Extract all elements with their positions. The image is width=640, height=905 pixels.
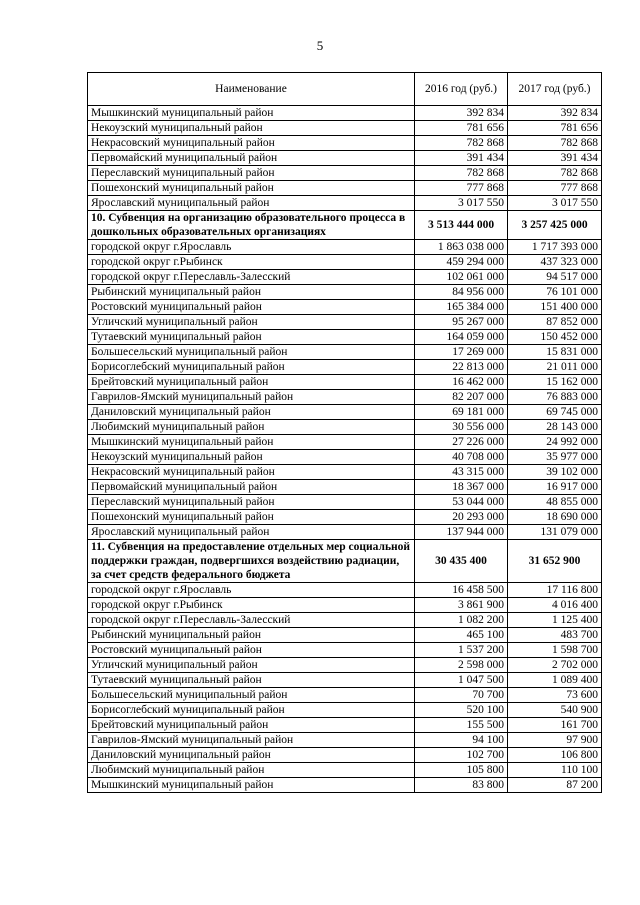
row-name-cell: Первомайский муниципальный район bbox=[88, 480, 415, 495]
table-row bbox=[88, 688, 602, 703]
row-name-cell: Некоузский муниципальный район bbox=[88, 450, 415, 465]
row-value-2017: 483 700 bbox=[508, 628, 602, 643]
row-value-2016: 18 367 000 bbox=[415, 480, 508, 495]
row-name-cell: Некрасовский муниципальный район bbox=[88, 136, 415, 151]
row-name-cell: Гаврилов-Ямский муниципальный район bbox=[88, 390, 415, 405]
table-row bbox=[88, 525, 602, 540]
row-name-cell: Ростовский муниципальный район bbox=[88, 643, 415, 658]
row-name-cell: Большесельский муниципальный район bbox=[88, 345, 415, 360]
row-value-2016: 3 513 444 000 bbox=[415, 211, 508, 240]
row-name-cell: 11. Субвенция на предоставление отдельных мер социальной поддержки граждан, подвергшихся воздействию радиации, за счет средств федерального бюджета bbox=[88, 540, 415, 583]
table-row bbox=[88, 136, 602, 151]
table-row bbox=[88, 315, 602, 330]
row-name-cell: Брейтовский муниципальный район bbox=[88, 718, 415, 733]
table-row bbox=[88, 450, 602, 465]
table-row bbox=[88, 718, 602, 733]
row-value-2017: 3 017 550 bbox=[508, 196, 602, 211]
row-value-2017: 76 101 000 bbox=[508, 285, 602, 300]
row-value-2016: 22 813 000 bbox=[415, 360, 508, 375]
row-value-2016: 1 863 038 000 bbox=[415, 240, 508, 255]
row-value-2017: 2 702 000 bbox=[508, 658, 602, 673]
table-row bbox=[88, 510, 602, 525]
row-name-cell: Некоузский муниципальный район bbox=[88, 121, 415, 136]
table-row bbox=[88, 255, 602, 270]
row-value-2016: 20 293 000 bbox=[415, 510, 508, 525]
row-value-2016: 30 435 400 bbox=[415, 540, 508, 583]
table-row bbox=[88, 106, 602, 121]
row-value-2016: 1 047 500 bbox=[415, 673, 508, 688]
row-name-cell: Гаврилов-Ямский муниципальный район bbox=[88, 733, 415, 748]
table-row bbox=[88, 151, 602, 166]
table-row bbox=[88, 583, 602, 598]
row-name-cell: городской округ г.Ярославль bbox=[88, 240, 415, 255]
row-value-2017: 540 900 bbox=[508, 703, 602, 718]
table-row bbox=[88, 196, 602, 211]
table-row bbox=[88, 778, 602, 793]
header-2017: 2017 год (руб.) bbox=[508, 73, 602, 106]
row-value-2016: 520 100 bbox=[415, 703, 508, 718]
table-row bbox=[88, 345, 602, 360]
table-row bbox=[88, 166, 602, 181]
row-name-cell: Большесельский муниципальный район bbox=[88, 688, 415, 703]
row-value-2016: 17 269 000 bbox=[415, 345, 508, 360]
row-name-cell: Угличский муниципальный район bbox=[88, 658, 415, 673]
row-value-2016: 391 434 bbox=[415, 151, 508, 166]
table-row bbox=[88, 495, 602, 510]
row-value-2017: 131 079 000 bbox=[508, 525, 602, 540]
row-value-2016: 83 800 bbox=[415, 778, 508, 793]
row-name-cell: 10. Субвенция на организацию образовательного процесса в дошкольных образовательных организациях bbox=[88, 211, 415, 240]
row-value-2016: 69 181 000 bbox=[415, 405, 508, 420]
table-row bbox=[88, 643, 602, 658]
row-name-cell: Тутаевский муниципальный район bbox=[88, 330, 415, 345]
row-name-cell: Переславский муниципальный район bbox=[88, 166, 415, 181]
table-row bbox=[88, 300, 602, 315]
row-value-2017: 17 116 800 bbox=[508, 583, 602, 598]
section-row bbox=[88, 540, 602, 583]
row-value-2016: 137 944 000 bbox=[415, 525, 508, 540]
row-name-cell: Первомайский муниципальный район bbox=[88, 151, 415, 166]
row-value-2017: 782 868 bbox=[508, 166, 602, 181]
table-row bbox=[88, 763, 602, 778]
table-row bbox=[88, 360, 602, 375]
row-value-2016: 84 956 000 bbox=[415, 285, 508, 300]
row-value-2016: 465 100 bbox=[415, 628, 508, 643]
row-name-cell: Ростовский муниципальный район bbox=[88, 300, 415, 315]
table-row bbox=[88, 673, 602, 688]
row-value-2017: 15 831 000 bbox=[508, 345, 602, 360]
row-value-2016: 102 061 000 bbox=[415, 270, 508, 285]
row-value-2017: 28 143 000 bbox=[508, 420, 602, 435]
table-row bbox=[88, 405, 602, 420]
row-name-cell: Борисоглебский муниципальный район bbox=[88, 703, 415, 718]
table-row bbox=[88, 375, 602, 390]
row-value-2017: 94 517 000 bbox=[508, 270, 602, 285]
row-name-cell: Борисоглебский муниципальный район bbox=[88, 360, 415, 375]
row-value-2016: 105 800 bbox=[415, 763, 508, 778]
table-row bbox=[88, 748, 602, 763]
row-value-2017: 73 600 bbox=[508, 688, 602, 703]
row-value-2017: 69 745 000 bbox=[508, 405, 602, 420]
row-value-2016: 102 700 bbox=[415, 748, 508, 763]
row-value-2017: 76 883 000 bbox=[508, 390, 602, 405]
table-row bbox=[88, 285, 602, 300]
row-value-2017: 87 852 000 bbox=[508, 315, 602, 330]
row-value-2017: 106 800 bbox=[508, 748, 602, 763]
row-value-2017: 782 868 bbox=[508, 136, 602, 151]
table-row bbox=[88, 121, 602, 136]
row-value-2017: 39 102 000 bbox=[508, 465, 602, 480]
row-value-2016: 781 656 bbox=[415, 121, 508, 136]
row-name-cell: Даниловский муниципальный район bbox=[88, 748, 415, 763]
row-name-cell: городской округ г.Ярославль bbox=[88, 583, 415, 598]
table-row bbox=[88, 270, 602, 285]
row-name-cell: Любимский муниципальный район bbox=[88, 763, 415, 778]
row-name-cell: Пошехонский муниципальный район bbox=[88, 181, 415, 196]
row-value-2016: 155 500 bbox=[415, 718, 508, 733]
row-value-2017: 35 977 000 bbox=[508, 450, 602, 465]
table-row bbox=[88, 733, 602, 748]
row-value-2016: 2 598 000 bbox=[415, 658, 508, 673]
table-row bbox=[88, 703, 602, 718]
header-2016: 2016 год (руб.) bbox=[415, 73, 508, 106]
row-name-cell: Переславский муниципальный район bbox=[88, 495, 415, 510]
row-value-2017: 392 834 bbox=[508, 106, 602, 121]
row-value-2016: 777 868 bbox=[415, 181, 508, 196]
row-name-cell: городской округ г.Рыбинск bbox=[88, 598, 415, 613]
row-value-2016: 782 868 bbox=[415, 136, 508, 151]
table-row bbox=[88, 598, 602, 613]
header-name: Наименование bbox=[88, 73, 415, 106]
row-value-2016: 1 537 200 bbox=[415, 643, 508, 658]
row-name-cell: Угличский муниципальный район bbox=[88, 315, 415, 330]
row-value-2016: 16 462 000 bbox=[415, 375, 508, 390]
row-value-2017: 437 323 000 bbox=[508, 255, 602, 270]
row-value-2016: 82 207 000 bbox=[415, 390, 508, 405]
row-value-2017: 1 125 400 bbox=[508, 613, 602, 628]
row-value-2017: 31 652 900 bbox=[508, 540, 602, 583]
row-value-2017: 97 900 bbox=[508, 733, 602, 748]
table-row bbox=[88, 390, 602, 405]
row-value-2017: 1 598 700 bbox=[508, 643, 602, 658]
row-value-2017: 16 917 000 bbox=[508, 480, 602, 495]
subvention-table bbox=[87, 72, 602, 793]
row-value-2016: 16 458 500 bbox=[415, 583, 508, 598]
row-name-cell: Мышкинский муниципальный район bbox=[88, 435, 415, 450]
row-value-2016: 94 100 bbox=[415, 733, 508, 748]
table-row bbox=[88, 240, 602, 255]
row-value-2017: 3 257 425 000 bbox=[508, 211, 602, 240]
row-value-2017: 1 717 393 000 bbox=[508, 240, 602, 255]
table-row bbox=[88, 420, 602, 435]
row-name-cell: Рыбинский муниципальный район bbox=[88, 285, 415, 300]
row-name-cell: Ярославский муниципальный район bbox=[88, 525, 415, 540]
row-name-cell: Пошехонский муниципальный район bbox=[88, 510, 415, 525]
row-value-2016: 1 082 200 bbox=[415, 613, 508, 628]
table-row bbox=[88, 480, 602, 495]
row-value-2017: 21 011 000 bbox=[508, 360, 602, 375]
row-value-2016: 164 059 000 bbox=[415, 330, 508, 345]
row-value-2017: 1 089 400 bbox=[508, 673, 602, 688]
row-value-2016: 43 315 000 bbox=[415, 465, 508, 480]
table-row bbox=[88, 465, 602, 480]
row-name-cell: Некрасовский муниципальный район bbox=[88, 465, 415, 480]
row-name-cell: городской округ г.Переславль-Залесский bbox=[88, 613, 415, 628]
row-value-2016: 70 700 bbox=[415, 688, 508, 703]
table-header-row bbox=[88, 73, 602, 106]
table-row bbox=[88, 658, 602, 673]
row-value-2016: 392 834 bbox=[415, 106, 508, 121]
row-name-cell: городской округ г.Переславль-Залесский bbox=[88, 270, 415, 285]
row-value-2016: 40 708 000 bbox=[415, 450, 508, 465]
row-value-2017: 48 855 000 bbox=[508, 495, 602, 510]
row-value-2017: 391 434 bbox=[508, 151, 602, 166]
row-value-2016: 30 556 000 bbox=[415, 420, 508, 435]
section-row bbox=[88, 211, 602, 240]
row-name-cell: Тутаевский муниципальный район bbox=[88, 673, 415, 688]
row-name-cell: городской округ г.Рыбинск bbox=[88, 255, 415, 270]
row-value-2017: 24 992 000 bbox=[508, 435, 602, 450]
row-name-cell: Ярославский муниципальный район bbox=[88, 196, 415, 211]
row-value-2016: 782 868 bbox=[415, 166, 508, 181]
row-value-2016: 459 294 000 bbox=[415, 255, 508, 270]
row-value-2016: 3 861 900 bbox=[415, 598, 508, 613]
table-row bbox=[88, 181, 602, 196]
row-name-cell: Мышкинский муниципальный район bbox=[88, 778, 415, 793]
row-value-2017: 15 162 000 bbox=[508, 375, 602, 390]
row-value-2017: 161 700 bbox=[508, 718, 602, 733]
row-value-2017: 781 656 bbox=[508, 121, 602, 136]
row-value-2016: 165 384 000 bbox=[415, 300, 508, 315]
row-name-cell: Рыбинский муниципальный район bbox=[88, 628, 415, 643]
row-name-cell: Мышкинский муниципальный район bbox=[88, 106, 415, 121]
row-name-cell: Любимский муниципальный район bbox=[88, 420, 415, 435]
row-value-2017: 151 400 000 bbox=[508, 300, 602, 315]
row-value-2017: 18 690 000 bbox=[508, 510, 602, 525]
row-value-2016: 27 226 000 bbox=[415, 435, 508, 450]
row-value-2017: 777 868 bbox=[508, 181, 602, 196]
row-value-2016: 95 267 000 bbox=[415, 315, 508, 330]
row-name-cell: Брейтовский муниципальный район bbox=[88, 375, 415, 390]
row-value-2017: 87 200 bbox=[508, 778, 602, 793]
table-body bbox=[88, 106, 602, 793]
row-value-2017: 4 016 400 bbox=[508, 598, 602, 613]
row-value-2017: 110 100 bbox=[508, 763, 602, 778]
table-row bbox=[88, 613, 602, 628]
row-name-cell: Даниловский муниципальный район bbox=[88, 405, 415, 420]
table-row bbox=[88, 628, 602, 643]
row-value-2016: 3 017 550 bbox=[415, 196, 508, 211]
table-row bbox=[88, 330, 602, 345]
page-number: 5 bbox=[316, 38, 324, 53]
row-value-2017: 150 452 000 bbox=[508, 330, 602, 345]
row-value-2016: 53 044 000 bbox=[415, 495, 508, 510]
table-row bbox=[88, 435, 602, 450]
